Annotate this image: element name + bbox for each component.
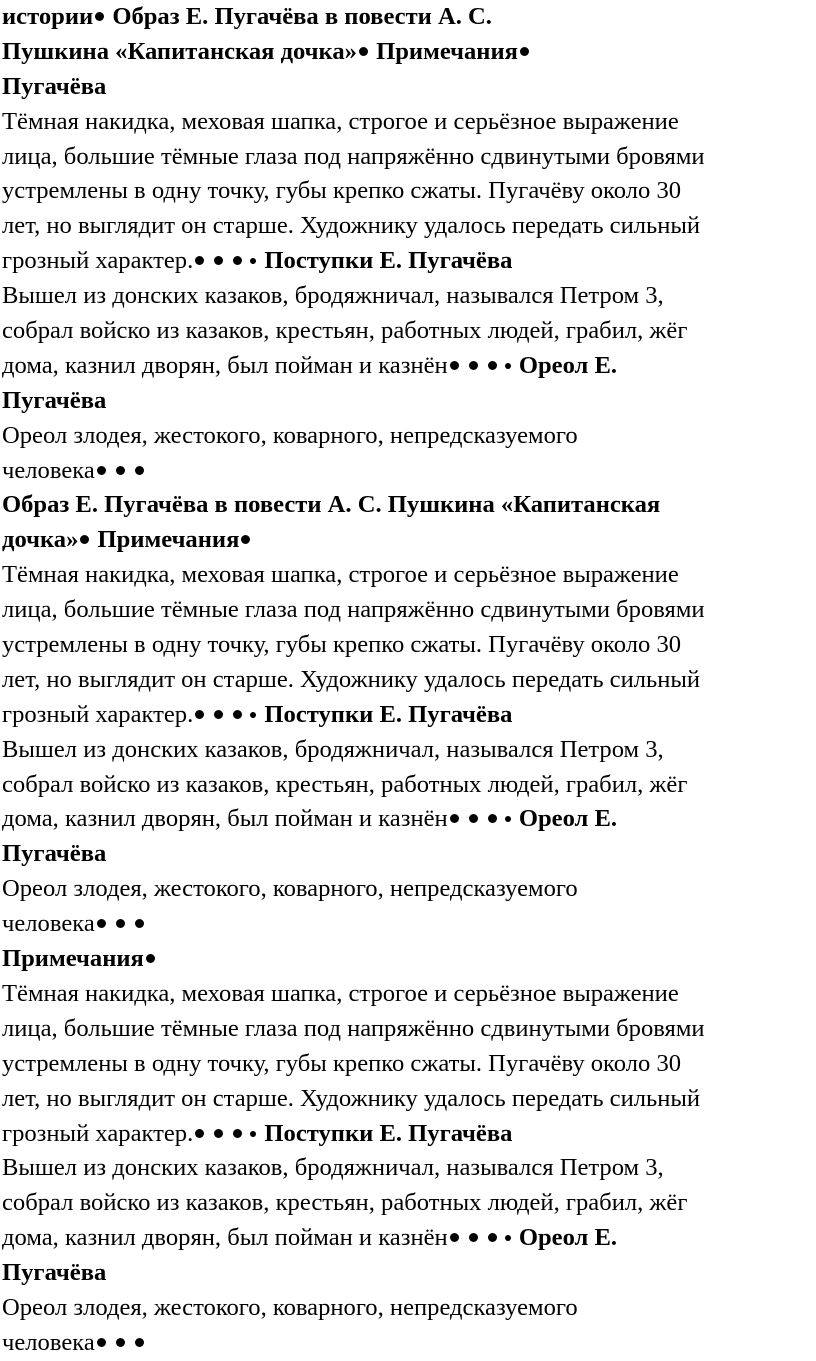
paragraph-line — [0, 1221, 816, 1256]
paragraph-line: лица, большие тёмные глаза под напряжённо сдвинутыми бровями — [2, 142, 705, 170]
bullet-icon — [116, 919, 125, 928]
bullet-icon — [214, 256, 223, 265]
bullet-icon — [505, 363, 511, 369]
bullet-icon — [135, 1338, 144, 1347]
heading-line: Образ Е. Пугачёва в повести А. С. Пушкина «Капитанская — [2, 491, 661, 519]
heading-line — [0, 0, 816, 35]
section-heading: Ореол Е. — [518, 1224, 618, 1252]
bullet-icon — [233, 1129, 242, 1138]
paragraph-line: устремлены в одну точку, губы крепко сжаты. Пугачёву около 30 — [2, 1049, 682, 1077]
bullet-icon — [469, 361, 478, 370]
paragraph-line — [0, 1326, 816, 1361]
paragraph-line: Вышел из донских казаков, бродяжничал, назывался Петром 3, — [2, 282, 664, 310]
bullet-icon — [214, 1129, 223, 1138]
bullet-icon — [488, 814, 497, 823]
paragraph-line — [0, 1117, 816, 1152]
bullet-icon — [97, 1338, 106, 1347]
paragraph-line: собрал войско из казаков, крестьян, работных людей, грабил, жёг — [2, 1189, 688, 1217]
section-heading: Ореол Е. — [518, 805, 618, 833]
heading-line — [0, 942, 816, 977]
paragraph-line: лет, но выглядит он старше. Художнику удалось передать сильный — [2, 212, 701, 240]
paragraph-text: человека — [2, 456, 95, 484]
paragraph-line — [0, 454, 816, 489]
paragraph-line — [0, 244, 816, 279]
bullet-icon — [241, 535, 250, 544]
paragraph-line: Ореол злодея, жестокого, коварного, непредсказуемого — [2, 421, 578, 449]
bullet-icon — [520, 47, 529, 56]
bullet-icon — [505, 816, 511, 822]
bullet-icon — [135, 919, 144, 928]
bullet-icon — [469, 814, 478, 823]
bullet-icon — [505, 1235, 511, 1241]
paragraph-line: устремлены в одну точку, губы крепко сжаты. Пугачёву около 30 — [2, 177, 682, 205]
paragraph-line: собрал войско из казаков, крестьян, работных людей, грабил, жёг — [2, 317, 688, 345]
heading-text: Примечания — [97, 526, 240, 554]
heading-text: Образ Е. Пугачёва в повести А. С. — [112, 3, 492, 30]
paragraph-line: устремлены в одну точку, губы крепко сжаты. Пугачёву около 30 — [2, 631, 682, 659]
paragraph-line: Вышел из донских казаков, бродяжничал, назывался Петром 3, — [2, 735, 664, 763]
bullet-icon — [195, 256, 204, 265]
bullet-icon — [469, 1233, 478, 1242]
bullet-icon — [97, 466, 106, 475]
paragraph-line: Тёмная накидка, меховая шапка, строгое и серьёзное выражение — [2, 561, 679, 589]
paragraph-text: грозный характер. — [2, 1119, 194, 1147]
paragraph-line: Вышел из донских казаков, бродяжничал, назывался Петром 3, — [2, 1154, 664, 1182]
paragraph-text: грозный характер. — [2, 247, 194, 275]
paragraph-text: человека — [2, 910, 95, 938]
bullet-icon — [250, 1131, 256, 1137]
paragraph-text: дома, казнил дворян, был пойман и казнён — [2, 805, 448, 833]
bullet-icon — [233, 256, 242, 265]
heading-text: истории — [2, 3, 94, 30]
heading-text: Примечания — [2, 945, 144, 973]
paragraph-line — [0, 802, 816, 837]
paragraph-text: дома, казнил дворян, был пойман и казнён — [2, 351, 448, 379]
paragraph-line: лет, но выглядит он старше. Художнику удалось передать сильный — [2, 665, 701, 693]
heading-line — [0, 35, 816, 70]
paragraph-line: Ореол злодея, жестокого, коварного, непредсказуемого — [2, 1293, 578, 1321]
paragraph-text: грозный характер. — [2, 700, 194, 728]
bullet-icon — [116, 466, 125, 475]
bullet-icon — [450, 814, 459, 823]
paragraph-text: человека — [2, 1328, 95, 1356]
heading-line — [0, 523, 816, 558]
paragraph-line — [0, 907, 816, 942]
section-heading: Пугачёва — [2, 386, 107, 414]
bullet-icon — [450, 361, 459, 370]
heading-text: Примечания — [376, 37, 518, 65]
heading-text: Пушкина «Капитанская дочка» — [2, 37, 357, 65]
bullet-icon — [250, 712, 256, 718]
paragraph-line: Тёмная накидка, меховая шапка, строгое и серьёзное выражение — [2, 107, 679, 135]
bullet-icon — [195, 710, 204, 719]
paragraph-line: лет, но выглядит он старше. Художнику удалось передать сильный — [2, 1084, 701, 1112]
bullet-icon — [450, 1233, 459, 1242]
bullet-icon — [80, 535, 89, 544]
bullet-icon — [359, 47, 368, 56]
heading-text: дочка» — [2, 526, 79, 554]
bullet-icon — [488, 361, 497, 370]
section-heading: Пугачёва — [2, 840, 107, 868]
paragraph-text: дома, казнил дворян, был пойман и казнён — [2, 1224, 448, 1252]
bullet-icon — [214, 710, 223, 719]
section-heading: Поступки Е. Пугачёва — [264, 700, 513, 728]
section-heading: Пугачёва — [2, 1259, 107, 1287]
paragraph-line — [0, 698, 816, 733]
bullet-icon — [250, 258, 256, 264]
bullet-icon — [95, 12, 104, 21]
bullet-icon — [146, 954, 155, 963]
paragraph-line: лица, большие тёмные глаза под напряжённо сдвинутыми бровями — [2, 596, 705, 624]
bullet-icon — [488, 1233, 497, 1242]
bullet-icon — [233, 710, 242, 719]
heading-line: Пугачёва — [2, 72, 107, 100]
bullet-icon — [195, 1129, 204, 1138]
paragraph-line: собрал войско из казаков, крестьян, работных людей, грабил, жёг — [2, 770, 688, 798]
section-heading: Поступки Е. Пугачёва — [264, 247, 513, 275]
paragraph-line — [0, 349, 816, 384]
bullet-icon — [97, 919, 106, 928]
paragraph-line: Ореол злодея, жестокого, коварного, непредсказуемого — [2, 875, 578, 903]
section-heading: Поступки Е. Пугачёва — [264, 1119, 513, 1147]
paragraph-line: лица, большие тёмные глаза под напряжённо сдвинутыми бровями — [2, 1014, 705, 1042]
bullet-icon — [116, 1338, 125, 1347]
bullet-icon — [135, 466, 144, 475]
paragraph-line: Тёмная накидка, меховая шапка, строгое и серьёзное выражение — [2, 979, 679, 1007]
section-heading: Ореол Е. — [518, 351, 618, 379]
